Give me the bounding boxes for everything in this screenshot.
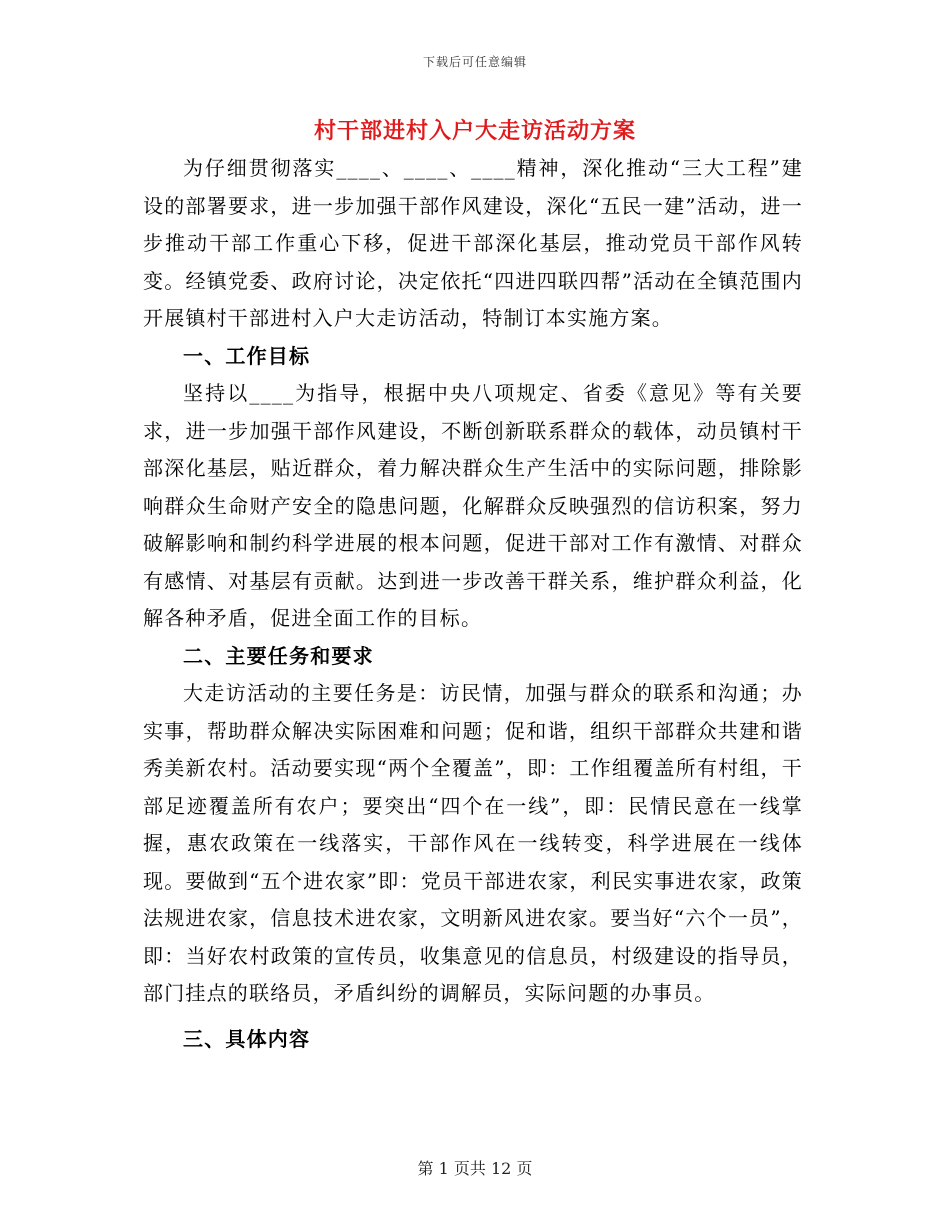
intro-paragraph: 为仔细贯彻落实____、____、____精神，深化推动“三大工程”建设的部署要求，进一步加强干部作风建设，深化“五民一建”活动，进一步推动干部工作重心下移，促进干部深化基层，推动党员干部作风转变。经镇党委、政府讨论，决定依托“四进四联四帮”活动在全镇范围内开展镇村干部进村入户大走访活动，特制订本实施方案。 xyxy=(143,156,803,330)
header-note: 下载后可任意编辑 xyxy=(422,55,527,69)
page-number: 第 1 页共 12 页 xyxy=(417,1159,533,1178)
document-body xyxy=(143,150,803,1058)
section-heading-goals: 一、工作目标 xyxy=(183,343,311,368)
section-text-tasks: 大走访活动的主要任务是：访民情，加强与群众的联系和沟通；办实事，帮助群众解决实际困难和问题；促和谐，组织干部群众共建和谐秀美新农村。活动要实现“两个全覆盖”，即：工作组覆盖所有村组，干部足迹覆盖所有农户；要突出“四个在一线”，即：民情民意在一线掌握，惠农政策在一线落实，干部作风在一线转变，科学进展在一线体现。要做到“五个进农家”即：党员干部进农家，利民实事进农家，政策法规进农家，信息技术进农家，文明新风进农家。要当好“六个一员”，即：当好农村政策的宣传员，收集意见的信息员，村级建设的指导员，部门挂点的联络员，矛盾纠纷的调解员，实际问题的办事员。 xyxy=(143,681,803,1005)
section-heading-content: 三、具体内容 xyxy=(183,1026,311,1051)
section-text-goals: 坚持以____为指导，根据中央八项规定、省委《意见》等有关要求，进一步加强干部作风建设，不断创新联系群众的载体，动员镇村干部深化基层，贴近群众，着力解决群众生产生活中的实际问题，排除影响群众生命财产安全的隐患问题，化解群众反映强烈的信访积案，努力破解影响和制约科学进展的根本问题，促进干部对工作有激情、对群众有感情、对基层有贡献。达到进一步改善干群关系，维护群众利益，化解各种矛盾，促进全面工作的目标。 xyxy=(143,381,803,630)
section-heading-tasks: 二、主要任务和要求 xyxy=(183,643,374,668)
document-title: 村干部进村入户大走访活动方案 xyxy=(313,118,636,144)
